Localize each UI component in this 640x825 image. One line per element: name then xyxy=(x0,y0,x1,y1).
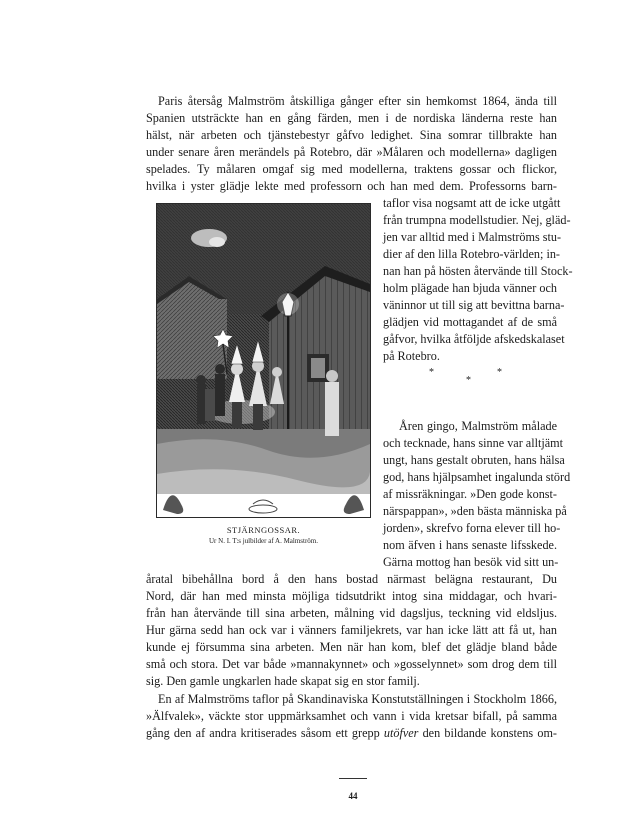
paragraph-1-right-line: på Rotebro. xyxy=(383,349,440,363)
separator-star: * xyxy=(429,367,434,378)
paragraph-2-line: kunde ej försumma sina arbeten. Men när han kom, blef det glädje bland både xyxy=(146,640,557,654)
paragraph-2-right-line: god, hans hjälpsamhet ingalunda störd xyxy=(383,470,571,484)
paragraph-2-right-line: af missräkningar. »Den gode konst- xyxy=(383,487,557,501)
paragraph-1-line: Spanien utsträckte han en gång färden, men i de nordiska länderna reste han xyxy=(146,111,557,125)
paragraph-1-right-line: taflor visa nogsamt att de icke utgått xyxy=(383,196,561,210)
paragraph-3-line xyxy=(146,725,557,742)
paragraph-1-right-line: väninnor ut till sig att bevittna barna- xyxy=(383,298,565,312)
paragraph-2-right-line: ungt, hans gestalt obruten, hans hälsa xyxy=(383,453,565,467)
separator-star: * xyxy=(466,375,471,386)
paragraph-1-line: hälst, när arbeten och tjänstebestyr gåfvo ledighet. Sina somrar tillbrakte han xyxy=(146,128,557,142)
illustration-star-boys xyxy=(156,203,371,518)
paragraph-2-line: små och stora. Det var både »mannakynnet» och »gosselynnet» som drog dem till xyxy=(146,657,557,671)
paragraph-2-line: åratal bibehållna bord å den hans bostad närmast belägna restaurant, Du xyxy=(146,572,557,586)
paragraph-2-right-line: närspappan», »den bästa människa på xyxy=(383,504,567,518)
paragraph-2-right-line: Åren gingo, Malmström målade xyxy=(399,419,557,433)
paragraph-1-right-line: nan han på hösten återvände till Stock- xyxy=(383,264,573,278)
paragraph-2-right-line: och tecknade, hans sinne var alltjämt xyxy=(383,436,564,450)
figure-caption-title: STJÄRNGOSSAR. xyxy=(226,525,301,535)
paragraph-1-line: Paris återsåg Malmström åtskilliga gånger efter sin hemkomst 1864, ända till xyxy=(158,94,557,108)
paragraph-3-text: gång den af andra kritiserades såsom ett grepp xyxy=(146,726,384,740)
paragraph-1-right-line: från trumpna modellstudier. Nej, gläd- xyxy=(383,213,571,227)
paragraph-1-line: hvilka i yster glädje lekte med professorn och han med dem. Professorns barn- xyxy=(146,179,557,193)
paragraph-1-line: spelades. Ty målaren omgaf sig med modellerna, traktens gossar och flickor, xyxy=(146,162,557,176)
paragraph-1-line: under senare åren merändels på Rotebro, där »Målaren och modellerna» dagligen xyxy=(146,145,557,159)
paragraph-2-right-line: jorden», skrefvo forna elever till ho- xyxy=(383,521,561,535)
paragraph-3-line: »Älfvalek», väckte stor uppmärksamhet och vann i vida kretsar bifall, på samma xyxy=(146,709,557,723)
paragraph-1-right-line: jen var alltid med i Malmströms stu- xyxy=(383,230,562,244)
paragraph-2-line: Hur gärna sedd han ock var i vänners familjekrets, var han icke lätt att få ut, han xyxy=(146,623,557,637)
paragraph-2-line: från han återvände till sina arbeten, målning vid dagsljus, teckning vid eldsljus. xyxy=(146,606,557,620)
paragraph-1-right-line: holm plägade han bjuda vänner och xyxy=(383,281,557,295)
paragraph-1-right-line: dier af den lilla Rotebro-världen; in- xyxy=(383,247,560,261)
paragraph-3-text: den bildande konstens om- xyxy=(418,726,557,740)
paragraph-1-right-line: gåfvor, hvilka åtföljde afskedskalaset xyxy=(383,332,565,346)
figure-caption-subtitle: Ur N. I. T:s julbilder af A. Malmström. xyxy=(209,537,318,545)
separator-star: * xyxy=(497,367,502,378)
paragraph-2-line: sig. Den gamle ungkarlen hade skapat sig en stor familj. xyxy=(146,674,420,688)
emphasis-word: utöfver xyxy=(383,726,419,740)
page-number: 44 xyxy=(348,791,358,801)
paragraph-2-right-line: nom äfven i hans senaste lifsskede. xyxy=(383,538,557,552)
paragraph-3-line: En af Malmströms taflor på Skandinaviska Konstutställningen i Stockholm 1866, xyxy=(158,692,557,706)
footer-rule xyxy=(339,778,367,779)
paragraph-2-line: Nord, där han med minsta möjliga tidsutdrikt intog sina middagar, och hvari- xyxy=(146,589,557,603)
paragraph-1-right-line: glädjen vid mottagandet af de små xyxy=(383,315,557,329)
paragraph-2-right-line: Gärna mottog han besök vid sitt un- xyxy=(383,555,559,569)
section-separator xyxy=(425,368,515,388)
